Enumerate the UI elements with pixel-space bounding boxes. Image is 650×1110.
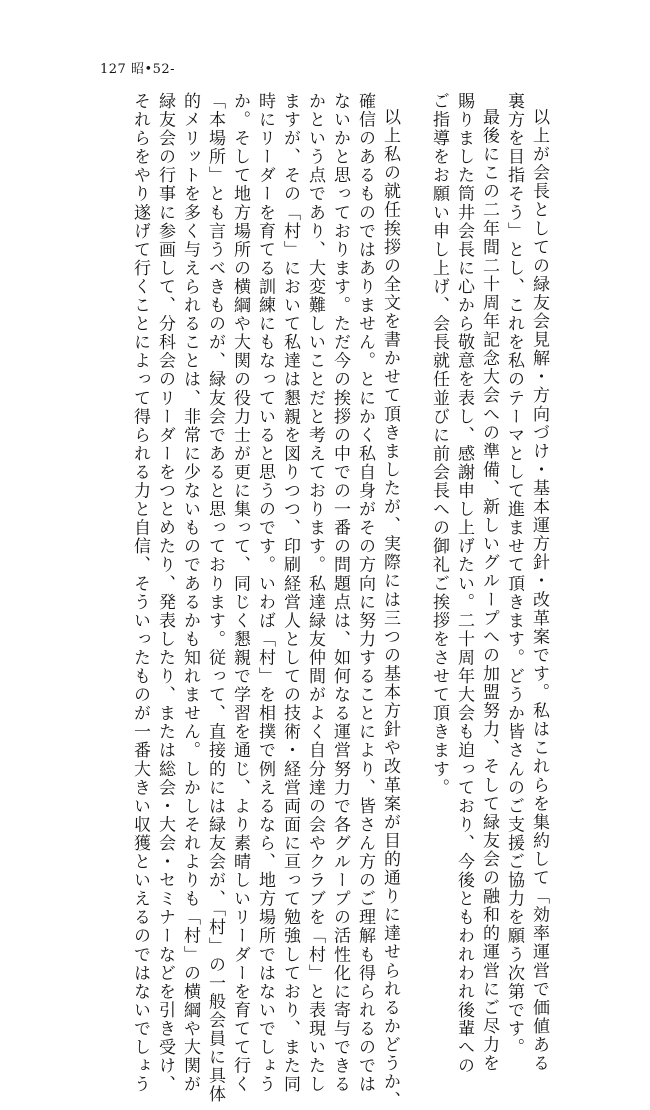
- text-column-1: 以上が会長としての緑友会見解・方向づけ・基本運方針・改革案です。私はこれらを集約して「効率運営で価値ある: [529, 108, 549, 1073]
- text-column-8: ないかと思っております。ただ今の挨拶の中での一番の問題点は、如何なる運営努力で各グループの活性化に寄与できる: [330, 92, 350, 1094]
- text-column-13: 「本場所」とも言うべきものが、緑友会であると思っております。従って、直接的には緑友会が、「村」の一般会員に具体: [205, 92, 225, 1104]
- text-column-6: 以上私の就任挨拶の全文を書かせて頂きましたが、実際には三つの基本方針や改革案が目的通りに達せられるかどうか、: [380, 108, 400, 1110]
- text-column-12: か。そして地方場所の横綱や大関の役力士が更に集って、同じく懇親で学習を通じ、より素晴しいリーダーを育てて行く: [230, 92, 250, 1094]
- text-column-2: 裏方を目指そう」とし、これを私のテーマとして進ませて頂きます。どうか皆さんのご支援ご協力を願う次第です。: [504, 92, 524, 1057]
- text-column-10: ますが、その「村」において私達は懇親を図りつつ、印刷経営人としての技術・経営両面に亘って勉強しており、また同: [280, 92, 300, 1094]
- text-column-5: ご指導をお願い申し上げ、会長就任並びに前会長への御礼ご挨拶をさせて頂きます。: [429, 92, 449, 797]
- text-column-4: 賜りました筒井会長に心から敬意を表し、感謝申し上げたい。二十周年大会も迫っており、今後ともわれわれ後輩への: [454, 92, 474, 1076]
- text-column-16: それらをやり遂げて行くことによって得られる力と自信、そういったものが一番大きい収獲といえるのではないでしょう: [130, 92, 150, 1094]
- text-column-3: 最後にこの二年間二十周年記念大会への準備、新しいグループへの加盟努力、そして緑友会の融和的運営にご尽力を: [479, 108, 499, 1073]
- text-column-15: 緑友会の行事に参画して、分科会のリーダーをつとめたり、発表したり、または総会・大会・セミナーなどを引き受け、: [155, 92, 175, 1094]
- text-column-9: かという点であり、大変難しいことだと考えております。私達緑友仲間がよく自分達の会やクラブを「村」と表現いたし: [305, 92, 325, 1094]
- page-header: 127 昭•52-: [100, 62, 176, 77]
- text-column-11: 時にリーダーを育てる訓練にもなっていると思うのです。いわば「村」を相撲で例えるなら、地方場所ではないでしょう: [255, 92, 275, 1094]
- text-column-7: 確信のあるものではありません。とにかく私自身がその方向に努力することにより、皆さん方のご理解も得られるのでは: [355, 92, 375, 1094]
- text-column-14: 的メリットを多く与えられることは、非常に少ないものであるかも知れません。しかしそれよりも「村」の横綱や大関が: [180, 92, 200, 1094]
